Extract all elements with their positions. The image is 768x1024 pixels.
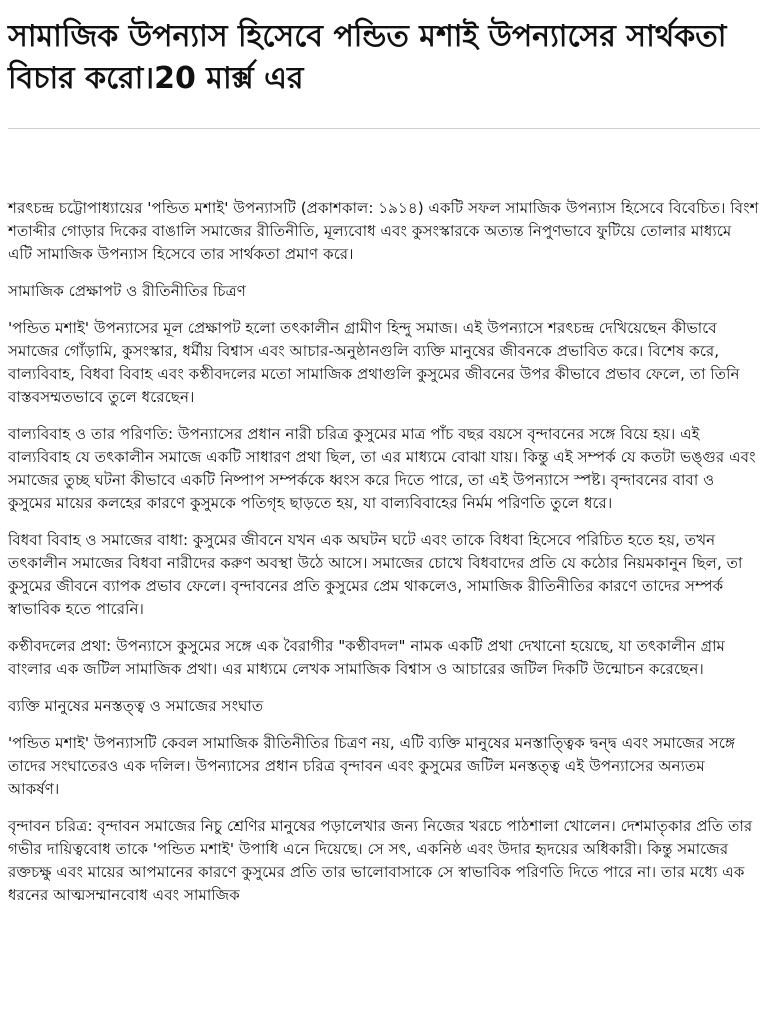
paragraph: বাল্যবিবাহ ও তার পরিণতি: উপন্যাসের প্রধান নারী চরিত্র কুসুমের মাত্র পাঁচ বছর বয়সে বৃন্দাবনের সঙ্গে বিয়ে হয়। এই বাল্যবিবাহ যে তৎকালীন সমাজে একটি সাধারণ প্রথা ছিল, তা এর মাধ্যমে বোঝা যায়। কিন্তু এই সম্পর্ক যে কতটা ভঙ্গুর এবং সমাজের তুচ্ছ ঘটনা কীভাবে একটি নিষ্পাপ সম্পর্ককে ধ্বংস করে দিতে পারে, তা এই উপন্যাসে স্পষ্ট। বৃন্দাবনের বাবা ও কুসুমের মায়ের কলহের কারণে কুসুমকে পতিগৃহ ছাড়তে হয়, যা বাল্যবিবাহের নির্মম পরিণতি তুলে ধরে।	[8, 425, 756, 512]
paragraph: কণ্ঠীবদলের প্রথা: উপন্যাসে কুসুমের সঙ্গে এক বৈরাগীর "কণ্ঠীবদল" নামক একটি প্রথা দেখানো হয়েছে, যা তৎকালীন গ্রাম বাংলার এক জটিল সামাজিক প্রথা। এর মাধ্যমে লেখক সামাজিক বিশ্বাস ও আচারের জটিল দিকটি উন্মোচন করেছেন।	[8, 637, 725, 678]
page-title: সামাজিক উপন্যাস হিসেবে পন্ডিত মশাই উপন্যাসের সার্থকতা বিচার করো।20 মার্ক্স এর	[8, 19, 727, 96]
paragraph: 'পন্ডিত মশাই' উপন্যাসের মূল প্রেক্ষাপট হলো তৎকালীন গ্রামীণ হিন্দু সমাজ। এই উপন্যাসে শরৎচন্দ্র দেখিয়েছেন কীভাবে সমাজের গোঁড়ামি, কুসংস্কার, ধর্মীয় বিশ্বাস এবং আচার-অনুষ্ঠানগুলি ব্যক্তি মানুষের জীবনকে প্রভাবিত করে। বিশেষ করে, বাল্যবিবাহ, বিধবা বিবাহ এবং কণ্ঠীবদলের মতো সামাজিক প্রথাগুলি কুসুমের জীবনের উপর কীভাবে প্রভাব ফেলে, তা তিনি বাস্তবসম্মতভাবে তুলে ধরেছেন।	[8, 319, 740, 406]
paragraph: বৃন্দাবন চরিত্র: বৃন্দাবন সমাজের নিচু শ্রেণির মানুষের পড়ালেখার জন্য নিজের খরচে পাঠশালা খোলেন। দেশমাতৃকার প্রতি তার গভীর দায়িত্ববোধ তাকে 'পন্ডিত মশাই' উপাধি এনে দিয়েছে। সে সৎ, একনিষ্ঠ এবং উদার হৃদয়ের অধিকারী। কিন্তু সমাজের রক্তচক্ষু এবং মায়ের আপমানের কারণে কুসুমের প্রতি তার ভালোবাসাকে সে স্বাভাবিক পরিণতি দিতে পারে না। তার মধ্যে এক ধরনের আত্মসম্মানবোধ এবং সামাজিক	[8, 817, 753, 904]
paragraph: 'পন্ডিত মশাই' উপন্যাসটি কেবল সামাজিক রীতিনীতির চিত্রণ নয়, এটি ব্যক্তি মানুষের মনস্তাত্ত্বিক দ্বন্দ্ব এবং সমাজের সঙ্গে তাদের সংঘাতেরও এক দলিল। উপন্যাসের প্রধান চরিত্র বৃন্দাবন এবং কুসুমের জটিল মনস্তত্ত্ব এই উপন্যাসের অন্যতম আকর্ষণ।	[8, 734, 736, 798]
title-divider	[8, 128, 760, 129]
article-body	[8, 197, 760, 921]
section-heading: ব্যক্তি মানুষের মনস্তত্ত্ব ও সমাজের সংঘাত	[8, 697, 264, 715]
section-heading: সামাজিক প্রেক্ষাপট ও রীতিনীতির চিত্রণ	[8, 282, 246, 300]
paragraph: শরৎচন্দ্র চট্টোপাধ্যায়ের 'পন্ডিত মশাই' উপন্যাসটি (প্রকাশকাল: ১৯১৪) একটি সফল সামাজিক উপন্যাস হিসেবে বিবেচিত। বিংশ শতাব্দীর গোড়ার দিকের বাঙালি সমাজের রীতিনীতি, মূল্যবোধ এবং কুসংস্কারকে অত্যন্ত নিপুণভাবে ফুটিয়ে তোলার মাধ্যমে এটি সামাজিক উপন্যাস হিসেবে তার সার্থকতা প্রমাণ করে।	[8, 199, 759, 263]
paragraph: বিধবা বিবাহ ও সমাজের বাধা: কুসুমের জীবনে যখন এক অঘটন ঘটে এবং তাকে বিধবা হিসেবে পরিচিত হতে হয়, তখন তৎকালীন সমাজের বিধবা নারীদের করুণ অবস্থা উঠে আসে। সমাজের চোখে বিধবাদের প্রতি যে কঠোর নিয়মকানুন ছিল, তা কুসুমের জীবনে ব্যাপক প্রভাব ফেলে। বৃন্দাবনের প্রতি কুসুমের প্রেম থাকলেও, সামাজিক রীতিনীতির কারণে তাদের সম্পর্ক স্বাভাবিক হতে পারেনি।	[8, 531, 743, 618]
